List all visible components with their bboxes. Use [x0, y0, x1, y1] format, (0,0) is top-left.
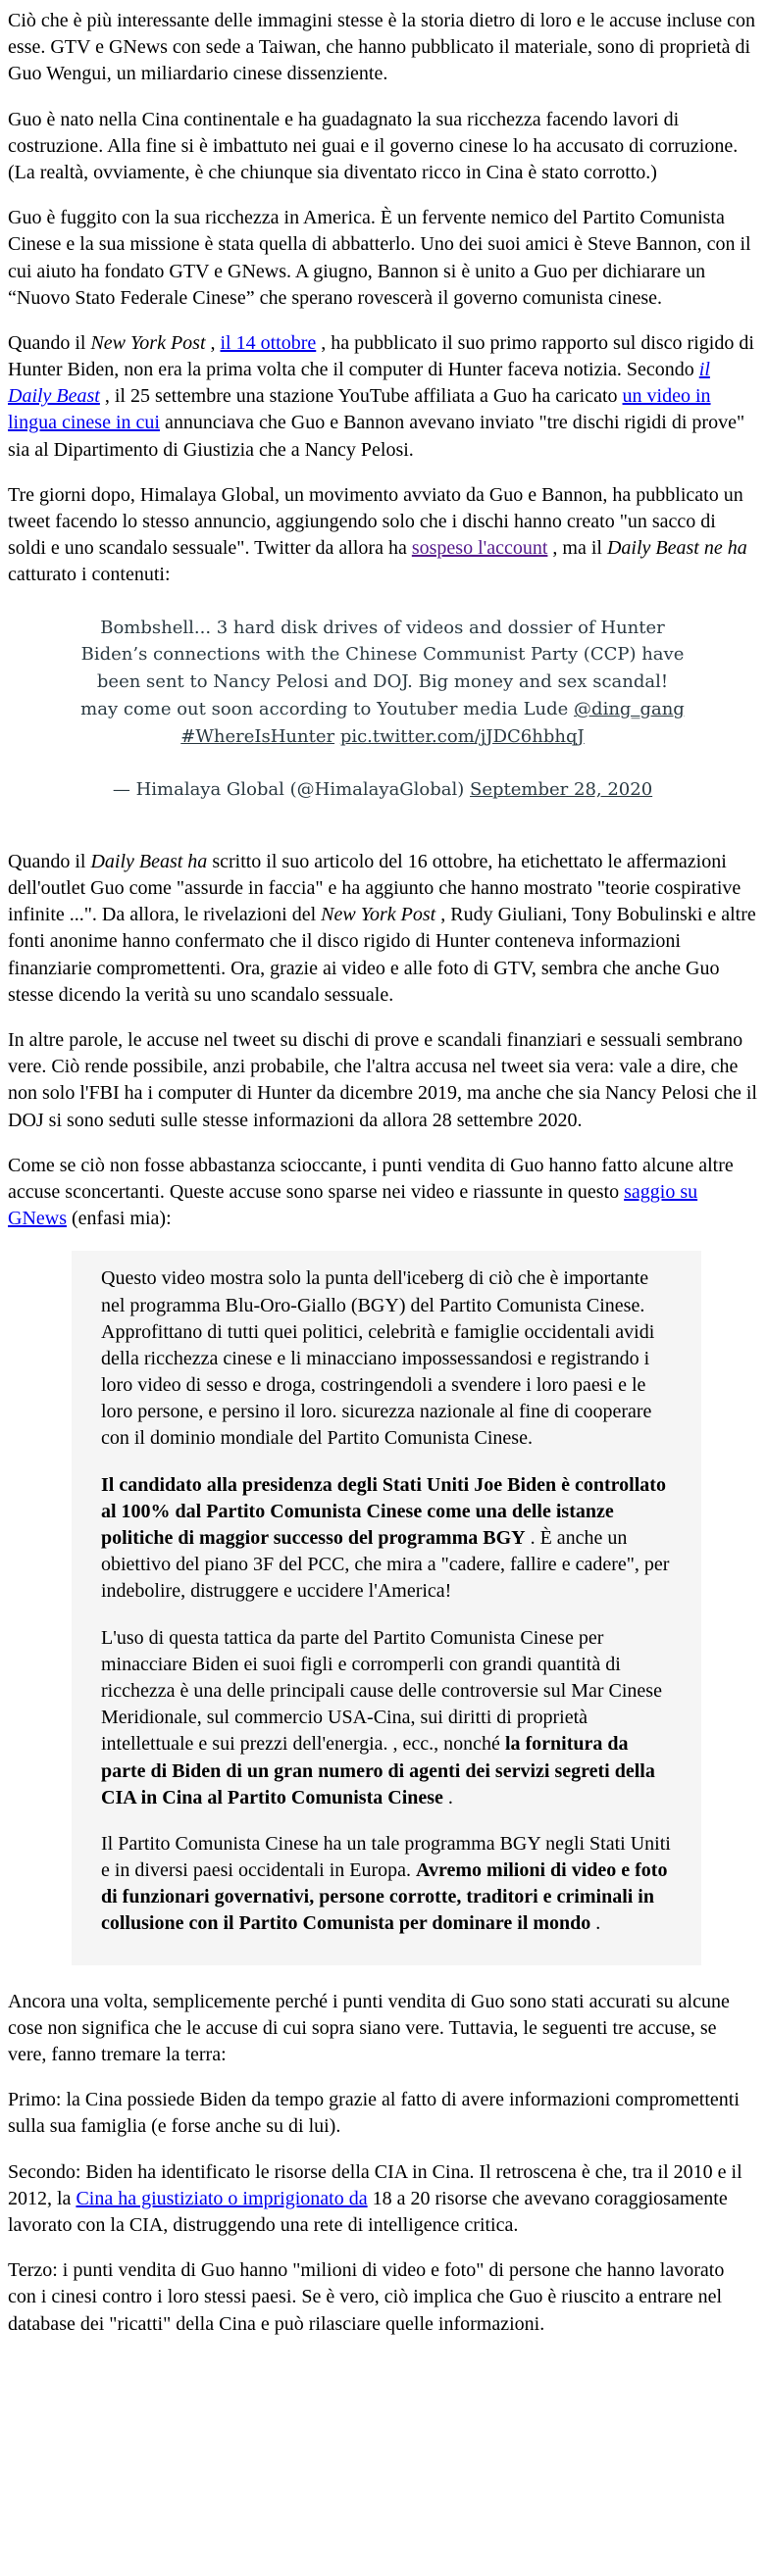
link-sospeso-account[interactable]: sospeso l'account	[411, 537, 548, 560]
paragraph	[8, 849, 757, 1009]
gnews-quote-box	[72, 1251, 701, 1964]
paragraph	[8, 1153, 757, 1233]
text-run: Il candidato alla presidenza degli Stati Uniti Joe Biden è controllato al 100% dal Partito Comunista Cinese come una delle istanze politiche di maggior successo del programma BGY	[101, 1473, 666, 1550]
text-run: Tre giorni dopo, Himalaya Global, un movimento avviato da Guo e Bannon, ha pubblicato un tweet facendo lo stesso annuncio, aggiungendo solo che i dischi hanno creato "un sacco di soldi e uno scandalo sessuale". Twitter da allora ha	[8, 483, 743, 560]
text-run: New York Post	[321, 904, 436, 926]
text-run: Primo: la Cina possiede Biden da tempo grazie al fatto di avere informazioni compromettenti sulla sua famiglia (e forse anche su di lui).	[8, 2089, 740, 2138]
text-run: New York Post	[90, 331, 206, 354]
text-run: catturato i contenuti:	[8, 564, 171, 586]
text-run: — Himalaya Global (@HimalayaGlobal)	[112, 779, 471, 801]
text-run: .	[590, 1912, 601, 1935]
text-run: L'uso di questa tattica da parte del Partito Comunista Cinese per minacciare Biden ei suoi figli e corromperli con grandi quantità di ricchezza è una delle principali cause delle controversie sul Mar Cinese Meridionale, sul commercio USA-Cina, sui diritti di proprietà intellettuale e sui prezzi dell'energia. , ecc., nonché	[101, 1626, 662, 1756]
link-pic-twitter[interactable]: pic.twitter.com/jJDC6hbhqJ	[339, 726, 585, 748]
tweet-text	[78, 615, 687, 751]
text-run: 18 a 20 risorse che avevano coraggiosamente lavorato con la CIA, distruggendo una rete di intelligence critica.	[8, 2187, 728, 2236]
text-run: , ma il	[547, 537, 607, 560]
paragraph	[8, 107, 757, 187]
text-run: Daily Beast ne ha	[606, 537, 747, 560]
paragraph	[8, 2257, 757, 2338]
text-run: scritto il suo articolo del 16 ottobre, ha etichettato le affermazioni dell'outlet Guo come "assurde in faccia" e ha aggiunto che hanno mostrato "teorie cospirative infinite ...". Da allora, le rivelazioni del	[8, 850, 741, 926]
link-cina-giustiziato[interactable]: Cina ha giustiziato o imprigionato da	[76, 2187, 368, 2209]
paragraph	[8, 1989, 757, 2069]
text-run: Avremo milioni di video e foto di funzionari governativi, persone corrotte, traditori e criminali in collusione con il Partito Comunista per dominare il mondo	[101, 1859, 668, 1935]
text-run: Il Partito Comunista Cinese ha un tale programma BGY negli Stati Uniti e in diversi paesi occidentali in Europa.	[101, 1832, 671, 1882]
quote-paragraph	[101, 1625, 672, 1811]
link-saggio-gnews[interactable]: saggio su GNews	[8, 1180, 698, 1230]
paragraph	[8, 482, 757, 589]
text-run: Bombshell... 3 hard disk drives of videos and dossier of Hunter Biden’s connections with the Chinese Communist Party (CCP) have been sent to Nancy Pelosi and DOJ. Big money and sex scandal! may come out soon according to Youtuber media Lude	[80, 617, 685, 720]
text-run: Daily Beast ha	[90, 850, 208, 872]
link-video-lingua-cinese[interactable]: un video in lingua cinese in cui	[8, 385, 711, 434]
link-whereishunter[interactable]: #WhereIsHunter	[180, 726, 335, 748]
link-ding-gang[interactable]: @ding_gang	[574, 699, 685, 720]
text-run: annunciava che Guo e Bannon avevano inviato "tre dischi rigidi di prove" sia al Dipartimento di Giustizia che a Nancy Pelosi.	[8, 412, 745, 461]
link-tweet-date[interactable]: September 28, 2020	[470, 779, 653, 801]
text-run: In altre parole, le accuse nel tweet su dischi di prove e scandali finanziari e sessuali sembrano vere. Ciò rende possibile, anzi probabile, che l'altra accusa nel tweet sia vera: vale a dire, che non solo l'FBI ha i computer di Hunter da dicembre 2019, ma anche che sia Nancy Pelosi che il DOJ si sono seduti sulle stesse informazioni da allora 28 settembre 2020.	[8, 1029, 757, 1131]
quote-paragraph	[101, 1472, 672, 1606]
text-run: Questo video mostra solo la punta dell'iceberg di ciò che è importante nel programma Blu-Oro-Giallo (BGY) del Partito Comunista Cinese. Approfittano di tutti quei politici, celebrità e famiglie occidentali avidi della ricchezza cinese e li minacciano impossessandosi e registrando i loro video di sesso e droga, costringendoli a svendere i loro paesi e le loro persone, e persino il loro. sicurezza nazionale al fine di cooperare con il dominio mondiale del Partito Comunista Cinese.	[101, 1267, 655, 1450]
text-run: Ciò che è più interessante delle immagini stesse è la storia dietro di loro e le accuse incluse con esse. GTV e GNews con sede a Taiwan, che hanno pubblicato il materiale, sono di proprietà di Guo Wengui, un miliardario cinese dissenziente.	[8, 10, 755, 85]
text-run: . È anche un obiettivo del piano 3F del PCC, che mira a "cadere, fallire e cadere", per indebolire, distruggere e uccidere l'America!	[101, 1527, 670, 1603]
paragraph	[8, 8, 757, 88]
paragraph	[8, 1027, 757, 1134]
paragraph	[8, 2087, 757, 2140]
tweet-attribution	[78, 776, 687, 804]
text-run: (enfasi mia):	[67, 1208, 172, 1230]
text-run: Ancora una volta, semplicemente perché i punti vendita di Guo sono stati accurati su alcune cose non significa che le accuse di cui sopra siano vere. Tuttavia, le seguenti tre accuse, se vere, fanno tremare la terra:	[8, 1990, 730, 2066]
link-daily-beast[interactable]: il Daily Beast	[8, 359, 710, 408]
text-run: Terzo: i punti vendita di Guo hanno "milioni di video e foto" di persone che hanno lavorato con i cinesi contro i loro stessi paesi. Se è vero, ciò implica che Guo è riuscito a entrare nel database dei "ricatti" della Cina e può rilasciare quelle informazioni.	[8, 2259, 725, 2335]
paragraph	[8, 330, 757, 464]
text-run: , Rudy Giuliani, Tony Bobulinski e altre fonti anonime hanno confermato che il disco rigido di Hunter conteneva informazioni finanziarie compromettenti. Ora, grazie ai video e alle foto di GTV, sembra che anche Guo stesse dicendo la verità su uno scandalo sessuale.	[8, 904, 756, 1006]
tweet-embed	[78, 615, 687, 804]
link-il-14-ottobre[interactable]: il 14 ottobre	[220, 331, 317, 354]
text-run: Come se ciò non fosse abbastanza scioccante, i punti vendita di Guo hanno fatto alcune altre accuse sconcertanti. Queste accuse sono sparse nei video e riassunte in questo	[8, 1154, 734, 1203]
text-run: , ha pubblicato il suo primo rapporto sul disco rigido di Hunter Biden, non era la prima volta che il computer di Hunter faceva notizia. Secondo	[8, 331, 754, 381]
paragraph	[8, 205, 757, 312]
text-run: .	[442, 1786, 453, 1808]
quote-paragraph	[101, 1265, 672, 1452]
text-run: ,	[205, 331, 221, 354]
text-run: Guo è nato nella Cina continentale e ha guadagnato la sua ricchezza facendo lavori di costruzione. Alla fine si è imbattuto nei guai e il governo cinese lo ha accusato di corruzione. (La realtà, ovviamente, è che chiunque sia diventato ricco in Cina è stato corrotto.)	[8, 108, 739, 183]
text-run: Guo è fuggito con la sua ricchezza in America. È un fervente nemico del Partito Comunista Cinese e la sua missione è stata quella di abbatterlo. Uno dei suoi amici è Steve Bannon, con il cui aiuto ha fondato GTV e GNews. A giugno, Bannon si è unito a Guo per dichiarare un “Nuovo Stato Federale Cinese” che sperano rovescerà il governo comunista cinese.	[8, 207, 751, 309]
text-run: Quando il	[8, 850, 91, 872]
paragraph	[8, 2159, 757, 2240]
text-run: la fornitura da parte di Biden di un gran numero di agenti dei servizi segreti della CIA in Cina al Partito Comunista Cinese	[101, 1733, 655, 1808]
text-run: Quando il	[8, 331, 91, 354]
text-run: Secondo: Biden ha identificato le risorse della CIA in Cina. Il retroscena è che, tra il 2010 e il 2012, la	[8, 2160, 742, 2209]
quote-paragraph	[101, 1831, 672, 1938]
text-run: , il 25 settembre una stazione YouTube affiliata a Guo ha caricato	[99, 385, 623, 408]
